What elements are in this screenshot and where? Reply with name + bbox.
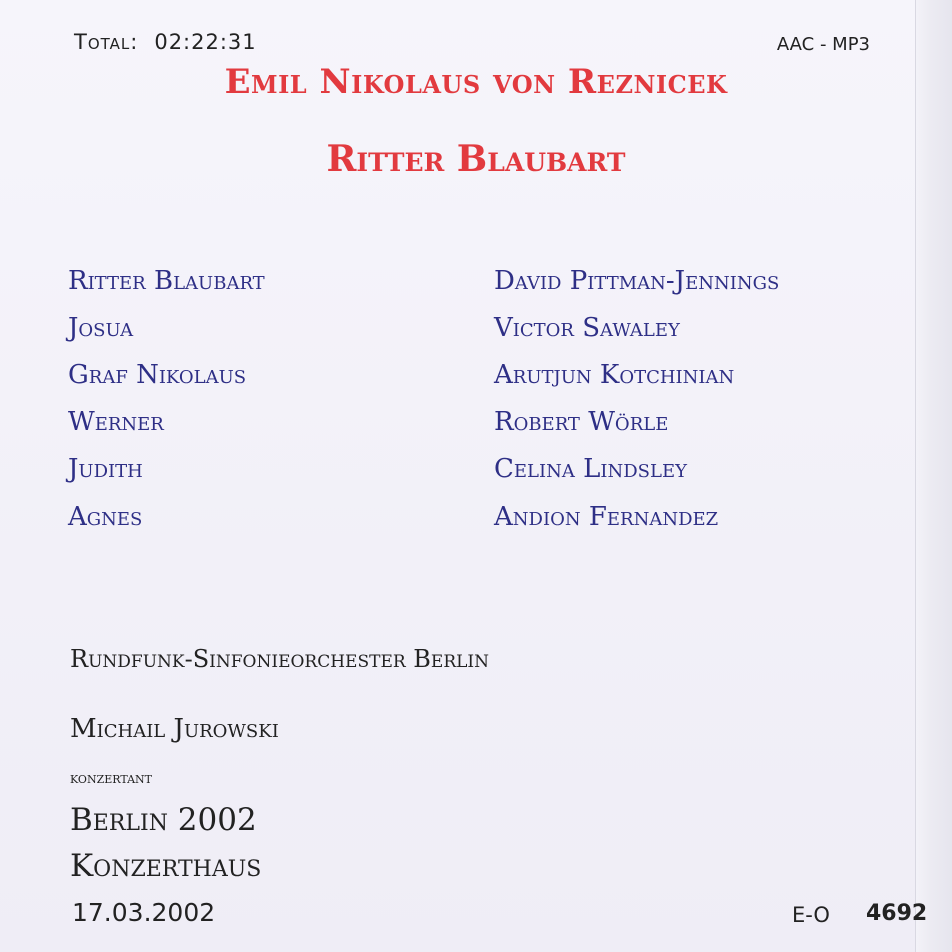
cast-role: Josua bbox=[68, 313, 134, 343]
total-duration bbox=[74, 30, 257, 54]
catalog-number: 4692 bbox=[866, 901, 928, 926]
city-year: Berlin 2002 bbox=[70, 802, 257, 838]
cast-singer: Celina Lindsley bbox=[494, 454, 687, 484]
label-code: E-O bbox=[792, 903, 830, 927]
cast-role: Ritter Blaubart bbox=[68, 266, 265, 296]
cast-role: Graf Nikolaus bbox=[68, 360, 247, 390]
venue-name: Konzerthaus bbox=[70, 848, 262, 884]
cast-singer: Andion Fernandez bbox=[494, 502, 719, 532]
audio-format: AAC - MP3 bbox=[776, 34, 870, 55]
orchestra-name: Rundfunk-Sinfonieorchester Berlin bbox=[70, 645, 490, 673]
conductor-name: Michail Jurowski bbox=[70, 714, 279, 744]
work-title: Ritter Blaubart bbox=[326, 138, 626, 180]
cast-singer: Arutjun Kotchinian bbox=[494, 360, 735, 390]
cast-singer: Victor Sawaley bbox=[494, 313, 680, 343]
cast-role: Agnes bbox=[68, 502, 143, 532]
performance-type: konzertant bbox=[70, 768, 152, 787]
performance-date: 17.03.2002 bbox=[72, 898, 216, 927]
cast-role: Werner bbox=[68, 407, 164, 437]
cast-singer: Robert Wörle bbox=[494, 407, 669, 437]
total-time: 02:22:31 bbox=[154, 30, 257, 54]
composer-name: Emil Nikolaus von Reznicek bbox=[224, 62, 728, 102]
cast-role: Judith bbox=[68, 454, 143, 484]
total-label: Total: bbox=[74, 30, 139, 54]
cast-singer: David Pittman-Jennings bbox=[494, 266, 780, 296]
